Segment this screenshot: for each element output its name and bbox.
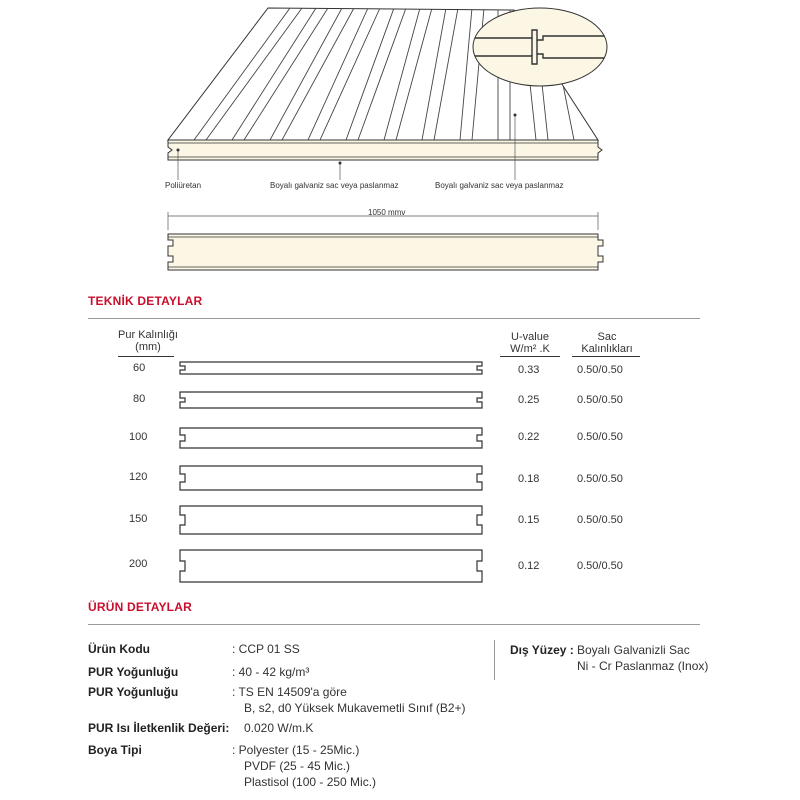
panel-profile-120 <box>176 464 486 492</box>
pur-density-class-value-2: B, s2, d0 Yüksek Mukavemetli Sınıf (B2+) <box>244 701 466 715</box>
sheet-thickness-header <box>572 331 642 355</box>
thickness-cell: 120 <box>129 471 148 483</box>
pur-conductivity-label: PUR Isı İletkenlik Değeri: <box>88 721 230 735</box>
polyurethane-label: Poliüretan <box>165 181 202 190</box>
thickness-cell: 60 <box>133 362 146 374</box>
uvalue-cell: 0.25 <box>518 394 540 406</box>
uvalue-header-rule <box>500 356 560 357</box>
panel-profile-150 <box>176 504 486 536</box>
paint-type-value-1: : Polyester (15 - 25Mic.) <box>232 743 360 757</box>
product-details-divider <box>88 624 700 625</box>
sheet-thickness-cell: 0.50/0.50 <box>577 560 623 572</box>
thickness-header <box>108 329 188 353</box>
sheet-thickness-cell: 0.50/0.50 <box>577 431 623 443</box>
thickness-header-line1: Pur Kalınlığı <box>118 329 178 341</box>
sheet-thickness-cell: 0.50/0.50 <box>577 473 623 485</box>
outer-surface-label: Dış Yüzey : <box>510 643 574 657</box>
uvalue-cell: 0.12 <box>518 560 540 572</box>
paint-type-value-2: PVDF (25 - 45 Mic.) <box>244 759 351 773</box>
product-details-column-divider <box>494 640 495 680</box>
thickness-cell: 80 <box>133 393 146 405</box>
pur-density-label: PUR Yoğunluğu <box>88 665 179 679</box>
thickness-header-line2: (mm) <box>135 341 161 353</box>
thickness-cell: 200 <box>129 558 148 570</box>
panel-profile-80 <box>176 390 486 410</box>
panel-width-label: 1050 mmv <box>368 208 406 217</box>
uvalue-cell: 0.22 <box>518 431 540 443</box>
product-code-label: Ürün Kodu <box>88 642 150 656</box>
technical-details-title: TEKNİK DETAYLAR <box>88 294 203 308</box>
uvalue-cell: 0.33 <box>518 364 540 376</box>
uvalue-cell: 0.18 <box>518 473 540 485</box>
outer-surface-value-2: Ni - Cr Paslanmaz (Inox) <box>577 659 709 673</box>
panel-3d-drawing <box>0 0 800 200</box>
paint-type-label: Boya Tipi <box>88 743 142 757</box>
sheet-header-line1: Sac <box>597 331 617 343</box>
product-details-title: ÜRÜN DETAYLAR <box>88 600 192 614</box>
paint-type-value-3: Plastisol (100 - 250 Mic.) <box>244 775 377 789</box>
thickness-cell: 100 <box>129 431 148 443</box>
technical-details-divider <box>88 318 700 319</box>
uvalue-cell: 0.15 <box>518 514 540 526</box>
product-code-value: : CCP 01 SS <box>232 642 300 656</box>
pur-density-class-label: PUR Yoğunluğu <box>88 685 179 699</box>
panel-profile-200 <box>176 548 486 584</box>
sheet-header-line2: Kalınlıkları <box>581 343 633 355</box>
uvalue-header-line1: U-value <box>511 331 549 343</box>
outer-surface-value-1: Boyalı Galvanizli Sac <box>577 643 690 657</box>
uvalue-header-line2: W/m² .K <box>510 343 550 355</box>
thickness-cell: 150 <box>129 513 148 525</box>
galvanized-sheet-label-right: Boyalı galvaniz sac veya paslanmaz <box>435 181 564 190</box>
sheet-thickness-cell: 0.50/0.50 <box>577 364 623 376</box>
pur-density-class-value-1: : TS EN 14509'a göre <box>232 685 347 699</box>
galvanized-sheet-label-middle: Boyalı galvaniz sac veya paslanmaz <box>270 181 399 190</box>
sheet-thickness-cell: 0.50/0.50 <box>577 514 623 526</box>
pur-conductivity-value: 0.020 W/m.K <box>244 721 314 735</box>
uvalue-header <box>500 331 560 355</box>
panel-profile-60 <box>176 360 486 376</box>
pur-density-value: : 40 - 42 kg/m³ <box>232 665 310 679</box>
thickness-header-rule <box>118 356 174 357</box>
sheet-header-rule <box>572 356 640 357</box>
panel-profile-100 <box>176 426 486 450</box>
sheet-thickness-cell: 0.50/0.50 <box>577 394 623 406</box>
